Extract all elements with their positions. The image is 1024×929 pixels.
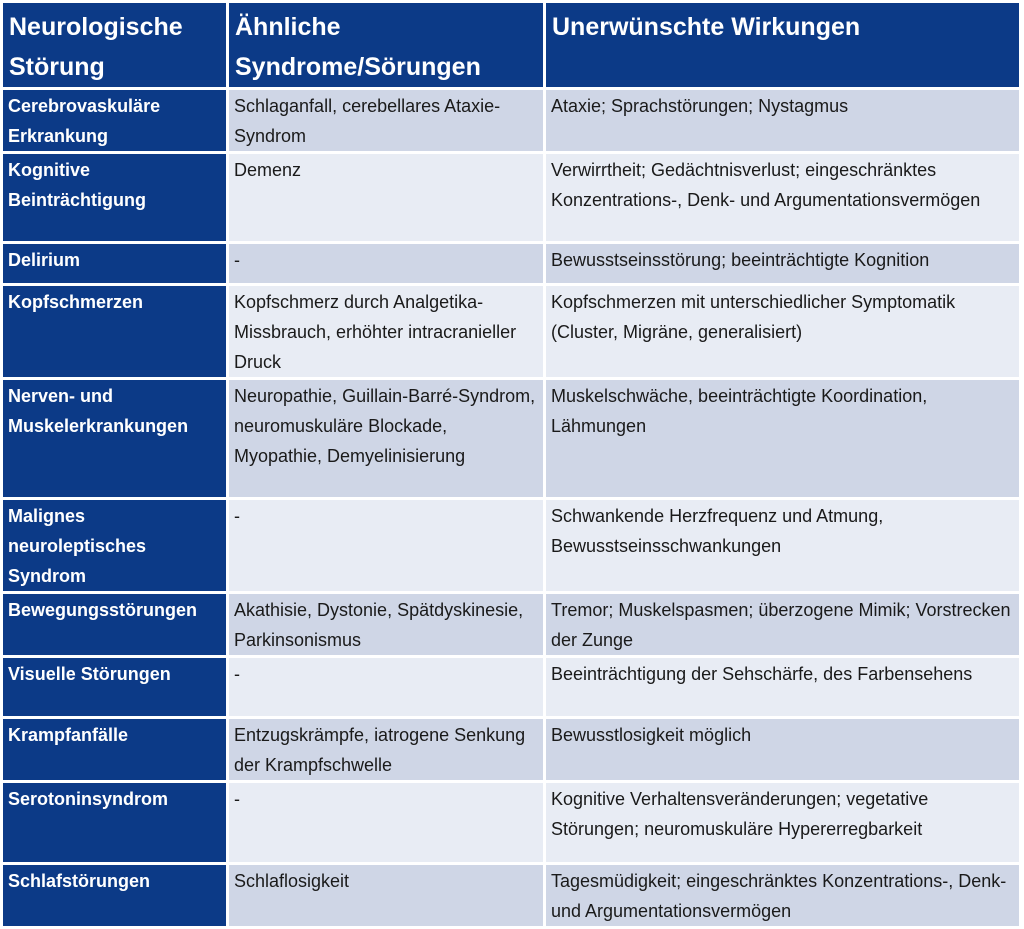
table-row [3, 90, 1019, 151]
row-header-cell: Krampfanfälle [3, 719, 226, 780]
row-header-cell: Kognitive Beinträchtigung [3, 154, 226, 241]
row-header-cell: Delirium [3, 244, 226, 283]
table-row [3, 380, 1019, 497]
row-header-cell: Bewegungsstörungen [3, 594, 226, 655]
table-row [3, 286, 1019, 377]
effects-cell: Bewusstlosigkeit möglich [546, 719, 1019, 780]
effects-cell: Ataxie; Sprachstörungen; Nystagmus [546, 90, 1019, 151]
table-row [3, 865, 1019, 926]
row-header-cell: Nerven- und Muskelerkrankungen [3, 380, 226, 497]
effects-cell: Tremor; Muskelspasmen; überzogene Mimik; Vorstrecken der Zunge [546, 594, 1019, 655]
header-aehnliche-syndrome: Ähnliche Syndrome/Sörungen [229, 3, 543, 87]
effects-cell: Beeinträchtigung der Sehschärfe, des Farbensehens [546, 658, 1019, 716]
table-row [3, 719, 1019, 780]
syndrome-cell: - [229, 783, 543, 862]
table-row [3, 500, 1019, 591]
syndrome-cell: - [229, 658, 543, 716]
syndrome-cell: Kopfschmerz durch Analgetika-Missbrauch, erhöhter intracranieller Druck [229, 286, 543, 377]
effects-cell: Kognitive Verhaltensveränderungen; vegetative Störungen; neuromuskuläre Hypererregbarkeit [546, 783, 1019, 862]
effects-cell: Verwirrtheit; Gedächtnisverlust; eingeschränktes Konzentrations-, Denk- und Argumentationsvermögen [546, 154, 1019, 241]
header-neurologische-stoerung: Neurologische Störung [3, 3, 226, 87]
header-unerwuenschte-wirkungen: Unerwünschte Wirkungen [546, 3, 1019, 87]
syndrome-cell: Akathisie, Dystonie, Spätdyskinesie, Parkinsonismus [229, 594, 543, 655]
effects-cell: Tagesmüdigkeit; eingeschränktes Konzentrations-, Denk- und Argumentationsvermögen [546, 865, 1019, 926]
row-header-cell: Kopfschmerzen [3, 286, 226, 377]
syndrome-cell: Neuropathie, Guillain-Barré-Syndrom, neuromuskuläre Blockade, Myopathie, Demyelinisierung [229, 380, 543, 497]
header-row [3, 3, 1019, 87]
table-row [3, 594, 1019, 655]
table-row [3, 783, 1019, 862]
table-row [3, 658, 1019, 716]
row-header-cell: Serotoninsyndrom [3, 783, 226, 862]
syndrome-cell: Schlaganfall, cerebellares Ataxie-Syndrom [229, 90, 543, 151]
row-header-cell: Schlafstörungen [3, 865, 226, 926]
row-header-cell: Cerebrovaskuläre Erkrankung [3, 90, 226, 151]
table-row [3, 154, 1019, 241]
syndrome-cell: - [229, 500, 543, 591]
syndrome-cell: Schlaflosigkeit [229, 865, 543, 926]
syndrome-cell: Demenz [229, 154, 543, 241]
effects-cell: Schwankende Herzfrequenz und Atmung, Bewusstseinsschwankungen [546, 500, 1019, 591]
row-header-cell: Visuelle Störungen [3, 658, 226, 716]
effects-cell: Kopfschmerzen mit unterschiedlicher Symptomatik (Cluster, Migräne, generalisiert) [546, 286, 1019, 377]
syndrome-cell: - [229, 244, 543, 283]
effects-cell: Bewusstseinsstörung; beeinträchtigte Kognition [546, 244, 1019, 283]
row-header-cell: Malignes neuroleptisches Syndrom [3, 500, 226, 591]
effects-cell: Muskelschwäche, beeinträchtigte Koordination, Lähmungen [546, 380, 1019, 497]
syndrome-cell: Entzugskrämpfe, iatrogene Senkung der Krampfschwelle [229, 719, 543, 780]
table-row [3, 244, 1019, 283]
